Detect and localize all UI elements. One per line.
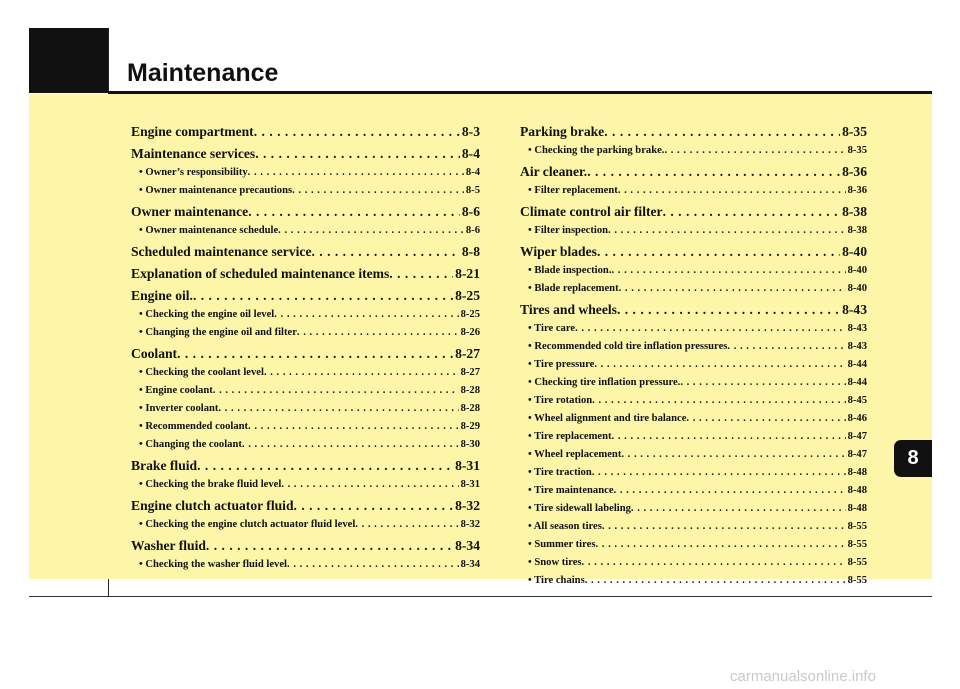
dot-leader (618, 182, 846, 200)
toc-subentry[interactable] (131, 418, 480, 436)
toc-subentry[interactable] (520, 142, 867, 160)
dot-leader (311, 242, 459, 262)
toc-entry-page: 8-34 (455, 538, 480, 553)
toc-subentry[interactable] (131, 400, 480, 418)
toc-entry-label: Parking brake (520, 124, 605, 139)
toc-subentry[interactable] (520, 338, 867, 356)
toc-entry-label: • Checking the brake fluid level (139, 479, 282, 490)
dot-leader (582, 554, 846, 572)
toc-entry-page: 8-5 (465, 185, 480, 196)
toc-entry-page: 8-44 (847, 359, 867, 370)
toc-entry-page: 8-31 (460, 479, 480, 490)
dot-leader (604, 122, 840, 142)
dot-leader (664, 142, 845, 160)
dot-leader (595, 536, 845, 554)
toc-entry-label: • Wheel alignment and tire balance (528, 413, 687, 424)
toc-entry[interactable] (131, 456, 480, 476)
toc-entry[interactable] (520, 300, 867, 320)
toc-entry-page: 8-21 (455, 266, 480, 281)
toc-entry[interactable] (520, 202, 867, 222)
dot-leader (213, 382, 459, 400)
toc-entry[interactable] (131, 144, 480, 164)
toc-subentry[interactable] (131, 182, 480, 200)
toc-entry-page: 8-28 (460, 403, 480, 414)
dot-leader (292, 182, 464, 200)
toc-entry-label: • Filter replacement (528, 185, 618, 196)
toc-entry-page: 8-48 (847, 467, 867, 478)
footer-watermark: carmanualsonline.info (730, 668, 876, 685)
dot-leader (619, 280, 846, 298)
toc-entry-page: 8-29 (460, 421, 480, 432)
toc-entry[interactable] (131, 202, 480, 222)
toc-entry-label: • Tire chains (528, 575, 585, 586)
toc-entry-page: 8-48 (847, 503, 867, 514)
dot-leader (611, 262, 845, 280)
toc-subentry[interactable] (520, 500, 867, 518)
toc-entry-page: 8-55 (847, 575, 867, 586)
toc-entry-page: 8-36 (847, 185, 867, 196)
toc-entry[interactable] (520, 122, 867, 142)
toc-subentry[interactable] (131, 516, 480, 534)
chapter-tab[interactable]: 8 (894, 440, 932, 477)
toc-entry-label: • Blade inspection. (528, 265, 612, 276)
dot-leader (612, 428, 846, 446)
toc-entry-page: 8-47 (847, 449, 867, 460)
toc-entry[interactable] (520, 162, 867, 182)
toc-subentry[interactable] (520, 374, 867, 392)
toc-entry-page: 8-3 (461, 124, 480, 139)
toc-entry-page: 8-35 (842, 124, 867, 139)
toc-entry-label: Maintenance services (131, 146, 256, 161)
toc-entry-label: • Tire care (528, 323, 576, 334)
dot-leader (617, 300, 840, 320)
toc-subentry[interactable] (520, 446, 867, 464)
toc-entry-page: 8-40 (847, 283, 867, 294)
toc-entry-label: Owner maintenance (131, 204, 249, 219)
toc-entry-label: • Checking the washer fluid level (139, 559, 288, 570)
toc-entry-label: Washer fluid (131, 538, 206, 553)
dot-leader (193, 286, 453, 306)
dot-leader (355, 516, 458, 534)
toc-entry-label: Engine oil. (131, 288, 193, 303)
toc-entry-page: 8-34 (460, 559, 480, 570)
toc-subentry[interactable] (520, 464, 867, 482)
toc-entry-label: • All season tires (528, 521, 602, 532)
toc-right-column (520, 120, 867, 590)
dot-leader (177, 344, 453, 364)
toc-entry-label: Wiper blades (520, 244, 597, 259)
dot-leader (255, 144, 460, 164)
toc-entry-label: • Checking the engine oil level (139, 309, 275, 320)
dot-leader (575, 320, 846, 338)
dot-leader (621, 446, 845, 464)
dot-leader (389, 264, 453, 284)
toc-entry-page: 8-55 (847, 557, 867, 568)
toc-subentry[interactable] (520, 280, 867, 298)
dot-leader (274, 306, 458, 324)
toc-subentry[interactable] (131, 382, 480, 400)
dot-leader (680, 374, 845, 392)
toc-subentry[interactable] (520, 262, 867, 280)
dot-leader (594, 356, 845, 374)
toc-entry-label: • Tire rotation (528, 395, 593, 406)
toc-entry-page: 8-48 (847, 485, 867, 496)
toc-entry-page: 8-26 (460, 327, 480, 338)
toc-entry-label: Tires and wheels (520, 302, 617, 317)
toc-entry-label: • Checking the parking brake. (528, 145, 665, 156)
toc-subentry[interactable] (520, 182, 867, 200)
toc-entry-label: • Tire replacement (528, 431, 612, 442)
toc-entry-page: 8-55 (847, 539, 867, 550)
dot-leader (248, 418, 459, 436)
toc-entry-page: 8-43 (842, 302, 867, 317)
toc-entry-page: 8-6 (461, 204, 480, 219)
toc-entry-page: 8-45 (847, 395, 867, 406)
dot-leader (287, 556, 459, 574)
toc-entry-label: • Wheel replacement (528, 449, 622, 460)
toc-entry-label: • Changing the coolant (139, 439, 242, 450)
header-black-block (29, 28, 109, 93)
toc-entry-page: 8-40 (847, 265, 867, 276)
toc-subentry[interactable] (520, 392, 867, 410)
toc-entry-label: • Tire pressure (528, 359, 595, 370)
toc-entry-label: Brake fluid (131, 458, 198, 473)
dot-leader (278, 222, 464, 240)
toc-entry[interactable] (131, 286, 480, 306)
toc-entry-label: • Tire sidewall labeling (528, 503, 631, 514)
dot-leader (686, 410, 845, 428)
dot-leader (281, 476, 458, 494)
dot-leader (614, 482, 846, 500)
toc-entry-page: 8-4 (465, 167, 480, 178)
toc-subentry[interactable] (520, 572, 867, 590)
toc-entry-page: 8-27 (460, 367, 480, 378)
dot-leader (587, 162, 840, 182)
toc-entry-label: • Owner maintenance schedule (139, 225, 279, 236)
toc-entry-label: • Checking tire inflation pressure. (528, 377, 681, 388)
toc-subentry[interactable] (520, 222, 867, 240)
toc-entry[interactable] (520, 242, 867, 262)
toc-entry-label: • Tire maintenance (528, 485, 614, 496)
dot-leader (206, 536, 453, 556)
toc-entry-page: 8-36 (842, 164, 867, 179)
dot-leader (727, 338, 845, 356)
dot-leader (197, 456, 453, 476)
dot-leader (254, 122, 460, 142)
toc-entry-page: 8-32 (460, 519, 480, 530)
dot-leader (663, 202, 841, 222)
toc-entry-label: • Filter inspection (528, 225, 609, 236)
toc-entry[interactable] (131, 264, 480, 284)
toc-entry-label: • Checking the engine clutch actuator fluid level (139, 519, 356, 530)
dot-leader (297, 324, 459, 342)
toc-entry-label: • Blade replacement (528, 283, 619, 294)
toc-entry-page: 8-31 (455, 458, 480, 473)
toc-subentry[interactable] (520, 482, 867, 500)
toc-entry-page: 8-25 (455, 288, 480, 303)
dot-leader (608, 222, 846, 240)
toc-entry-label: • Changing the engine oil and filter (139, 327, 297, 338)
toc-entry-page: 8-44 (847, 377, 867, 388)
toc-entry-page: 8-30 (460, 439, 480, 450)
toc-subentry[interactable] (520, 554, 867, 572)
toc-entry-label: Coolant (131, 346, 178, 361)
toc-entry-label: • Recommended cold tire inflation pressures (528, 341, 728, 352)
toc-entry-page: 8-40 (842, 244, 867, 259)
toc-entry-label: • Summer tires (528, 539, 596, 550)
toc-entry-page: 8-43 (847, 341, 867, 352)
toc-entry-label: Air cleaner. (520, 164, 588, 179)
toc-entry-page: 8-6 (465, 225, 480, 236)
toc-subentry[interactable] (520, 320, 867, 338)
toc-entry-label: • Owner maintenance precautions (139, 185, 293, 196)
dot-leader (294, 496, 454, 516)
dot-leader (631, 500, 846, 518)
toc-subentry[interactable] (131, 222, 480, 240)
toc-entry-label: • Inverter coolant (139, 403, 219, 414)
toc-subentry[interactable] (520, 428, 867, 446)
toc-subentry[interactable] (520, 518, 867, 536)
dot-leader (602, 518, 846, 536)
toc-entry-label: • Engine coolant (139, 385, 213, 396)
dot-leader (248, 164, 464, 182)
toc-subentry[interactable] (131, 324, 480, 342)
toc-entry-label: Engine compartment (131, 124, 254, 139)
toc-entry-page: 8-27 (455, 346, 480, 361)
toc-subentry[interactable] (131, 364, 480, 382)
toc-entry-page: 8-47 (847, 431, 867, 442)
toc-subentry[interactable] (520, 356, 867, 374)
dot-leader (242, 436, 459, 454)
dot-leader (597, 242, 840, 262)
toc-entry-page: 8-25 (460, 309, 480, 320)
toc-entry-page: 8-32 (455, 498, 480, 513)
toc-entry-label: Explanation of scheduled maintenance items (131, 266, 390, 281)
toc-subentry[interactable] (131, 436, 480, 454)
toc-entry-page: 8-4 (461, 146, 480, 161)
page-title: Maintenance (127, 59, 279, 87)
toc-entry-page: 8-46 (847, 413, 867, 424)
dot-leader (592, 464, 846, 482)
dot-leader (218, 400, 458, 418)
toc-entry[interactable] (131, 496, 480, 516)
toc-entry-label: • Checking the coolant level (139, 367, 264, 378)
toc-subentry[interactable] (131, 556, 480, 574)
toc-entry-label: • Tire traction (528, 467, 592, 478)
toc-entry-page: 8-35 (847, 145, 867, 156)
dot-leader (585, 572, 846, 590)
toc-subentry[interactable] (131, 164, 480, 182)
toc-entry-label: Engine clutch actuator fluid (131, 498, 294, 513)
toc-subentry[interactable] (520, 536, 867, 554)
toc-entry-label: • Recommended coolant (139, 421, 249, 432)
toc-subentry[interactable] (131, 476, 480, 494)
toc-entry-page: 8-38 (842, 204, 867, 219)
toc-entry-page: 8-43 (847, 323, 867, 334)
toc-entry-label: Scheduled maintenance service (131, 244, 312, 259)
bottom-divider (29, 596, 932, 597)
toc-entry-page: 8-8 (461, 244, 480, 259)
toc-entry-page: 8-55 (847, 521, 867, 532)
toc-entry-page: 8-28 (460, 385, 480, 396)
toc-entry-label: • Owner’s responsibility (139, 167, 248, 178)
toc-subentry[interactable] (520, 410, 867, 428)
toc-entry-label: • Snow tires (528, 557, 582, 568)
dot-leader (264, 364, 459, 382)
dot-leader (248, 202, 460, 222)
toc-subentry[interactable] (131, 306, 480, 324)
toc-left-column (131, 120, 480, 574)
toc-entry[interactable] (131, 242, 480, 262)
toc-entry[interactable] (131, 344, 480, 364)
toc-entry[interactable] (131, 536, 480, 556)
dot-leader (592, 392, 845, 410)
toc-entry-label: Climate control air filter (520, 204, 663, 219)
toc-entry[interactable] (131, 122, 480, 142)
toc-entry-page: 8-38 (847, 225, 867, 236)
